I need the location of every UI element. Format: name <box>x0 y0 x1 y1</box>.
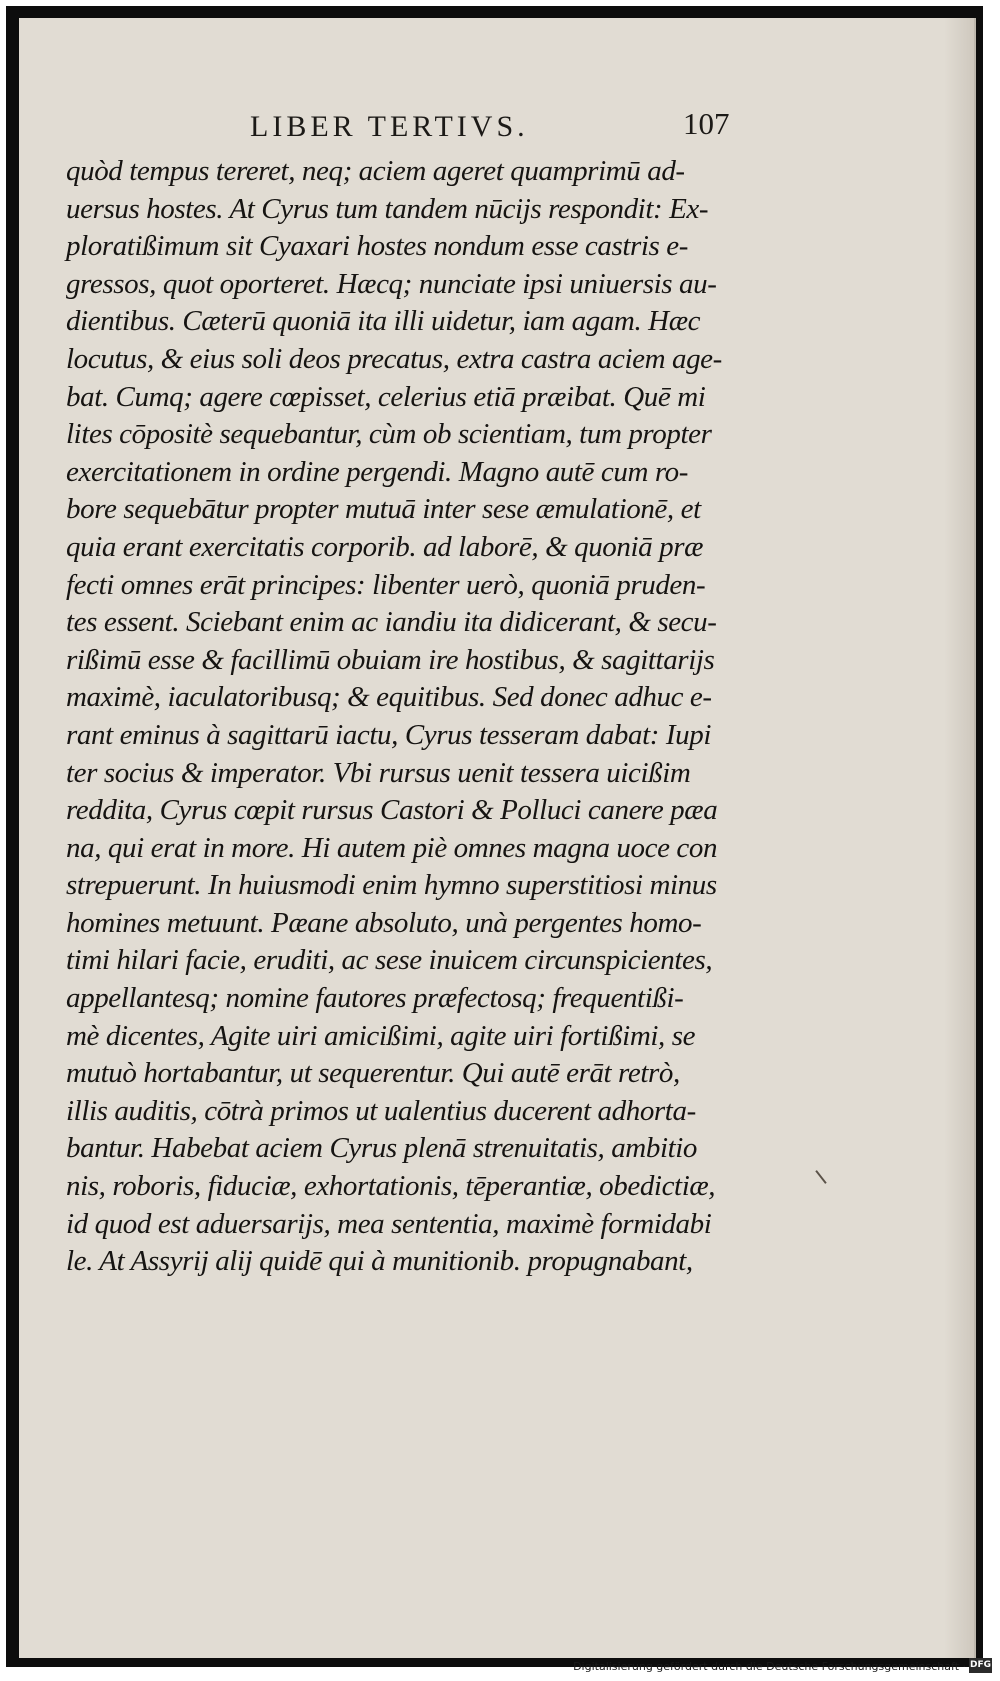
text-line: quia erant exercitatis corporib. ad laborē, & quoniā præ <box>66 530 704 563</box>
text-line: maximè, iaculatoribusq; & equitibus. Sed donec adhuc e- <box>66 681 712 714</box>
text-line: tes essent. Sciebant enim ac iandiu ita didicerant, & secu- <box>66 606 717 639</box>
text-line: le. At Assyrij alij quidē qui à munitionib. propugnabant, <box>66 1245 693 1278</box>
text-line: na, qui erat in more. Hi autem piè omnes magna uoce con <box>66 831 718 864</box>
text-line: strepuerunt. In huiusmodi enim hymno superstitiosi minus <box>66 869 717 902</box>
text-line: bantur. Habebat aciem Cyrus plenā strenuitatis, ambitio <box>66 1132 698 1165</box>
text-line: locutus, & eius soli deos precatus, extra castra aciem age- <box>66 342 722 375</box>
text-line: timi hilari facie, eruditi, ac sese inuicem circunspicientes, <box>66 944 713 977</box>
page-number: 107 <box>683 106 730 141</box>
running-head: LIBER TERTIVS. <box>250 110 529 143</box>
text-line: fecti omnes erāt principes: libenter uerò, quoniā pruden- <box>66 568 706 601</box>
text-line: gressos, quot oporteret. Hæcq; nunciate ipsi uniuersis au- <box>66 267 717 300</box>
body-text <box>66 153 766 1281</box>
text-line: uersus hostes. At Cyrus tum tandem nūcijs respondit: Ex- <box>66 192 709 225</box>
text-line: bat. Cumq; agere cœpisset, celerius etiā præibat. Quē mi <box>66 380 706 413</box>
digitization-credit: Digitalisierung gefördert durch die Deutsche Forschungsgemeinschaft · <box>573 1660 966 1673</box>
text-line: nis, roboris, fiduciæ, exhortationis, tēperantiæ, obedictiæ, <box>66 1170 716 1203</box>
text-line: homines metuunt. Pæane absoluto, unà pergentes homo- <box>66 906 702 939</box>
text-line: illis auditis, cōtrà primos ut ualentius ducerent adhorta- <box>66 1094 696 1127</box>
text-line: exercitationem in ordine pergendi. Magno autē cum ro- <box>66 455 689 488</box>
text-line: appellantesq; nomine fautores præfectosq; frequentißi- <box>66 982 684 1015</box>
text-line: ter socius & imperator. Vbi rursus uenit tessera uicißim <box>66 756 691 789</box>
text-line: mutuò hortabantur, ut sequerentur. Qui autē erāt retrò, <box>66 1057 680 1090</box>
text-line: quòd tempus tereret, neq; aciem ageret quamprimū ad- <box>66 155 685 187</box>
text-line: id quod est aduersarijs, mea sententia, maximè formidabi <box>66 1207 712 1240</box>
dfg-logo: DFG <box>969 1658 992 1673</box>
ink-speck <box>815 1170 826 1184</box>
text-line: rant eminus à sagittarū iactu, Cyrus tesseram dabat: Iupi <box>66 718 711 751</box>
page-edge-shadow <box>944 18 974 1658</box>
text-line: mè dicentes, Agite uiri amicißimi, agite uiri fortißimi, se <box>66 1019 696 1052</box>
text-line: bore sequebātur propter mutuā inter sese æmulationē, et <box>66 493 701 526</box>
text-line: ploratißimum sit Cyaxari hostes nondum esse castris e- <box>66 230 689 263</box>
text-line: dientibus. Cæterū quoniā ita illi uidetur, iam agam. Hæc <box>66 305 701 338</box>
text-line: rißimū esse & facillimū obuiam ire hostibus, & sagittarijs <box>66 643 715 676</box>
text-line: reddita, Cyrus cœpit rursus Castori & Polluci canere pæa <box>66 794 718 827</box>
scan-border <box>6 6 983 1667</box>
text-line: lites cōpositè sequebantur, cùm ob scientiam, tum propter <box>66 418 712 451</box>
book-page <box>19 18 976 1658</box>
